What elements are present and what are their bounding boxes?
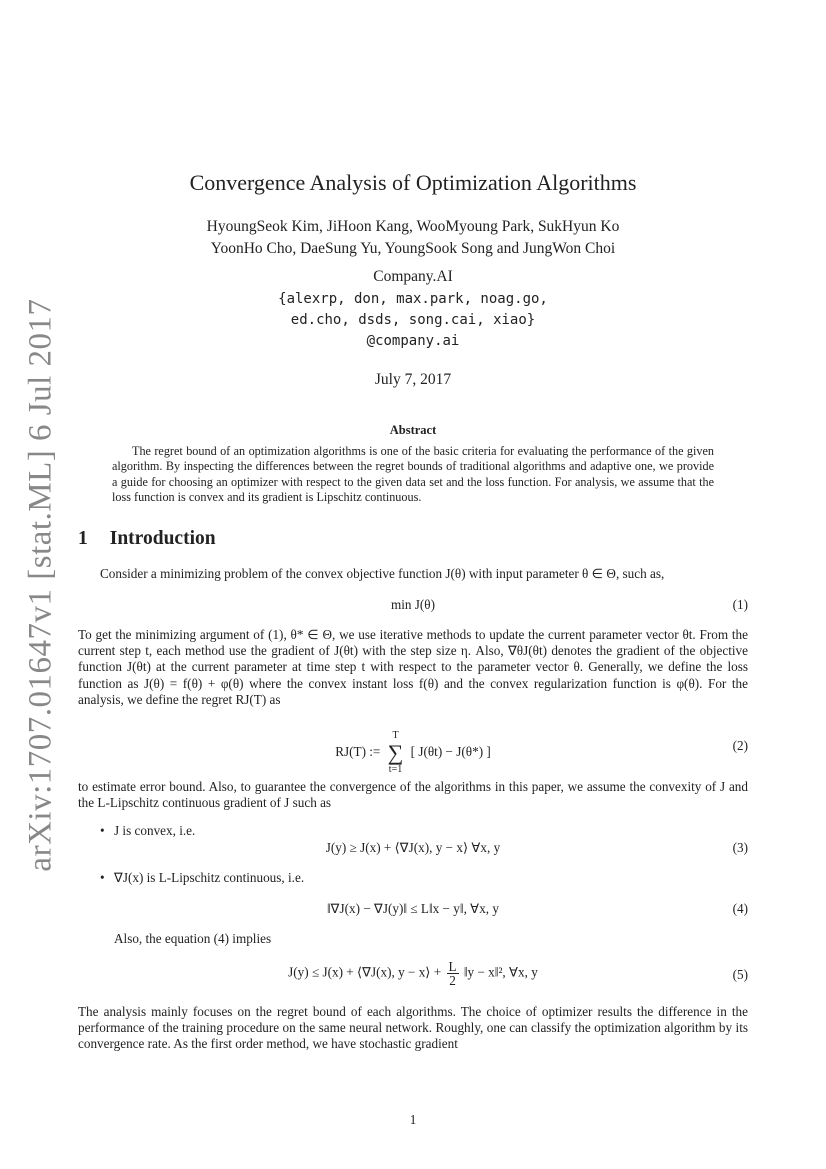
equation-2-rhs: [ J(θt) − J(θ*) ] [410,744,491,760]
section-title: Introduction [109,528,216,549]
authors-line-2: YoonHo Cho, DaeSung Yu, YoungSook Song and JungWon Choi [210,240,616,257]
sum-upper-limit: T [392,730,399,741]
paragraph-5: The analysis mainly focuses on the regret bound of each algorithms. The choice of optimizer results the difference in the performance of the training procedure on the same neural network. Roughly, one can classify the optimization algorithm by its convergence rate. As the first order method, we have stochastic gradient [78,1004,748,1052]
bullet-dot-icon: • [100,823,105,838]
paragraph-2: To get the minimizing argument of (1), θ* ∈ Θ, we use iterative methods to update the current parameter vector θt. From the current step t, each method use the gradient of J(θt) with the step size η. Also, ∇θJ(θt) denotes the gradient of the objective function J(θt) at the current parameter at time step t with respect to the parameter vector θ. Generally, we define the loss function as J(θ) = f(θ) + φ(θ) where the convex instant loss f(θ) and the convex regularization function is φ(θ). For the analysis, we define the regret RJ(T) as [78,627,748,707]
equation-2-number: (2) [732,738,748,753]
bullet-2-text: ∇J(x) is L-Lipschitz continuous, i.e. [114,870,305,885]
section-number: 1 [78,528,88,549]
paragraph-4: Also, the equation (4) implies [114,931,272,946]
bullet-dot-icon: • [100,870,105,885]
bullet-1-text: J is convex, i.e. [114,823,196,838]
sum-symbol: ∑ [387,740,404,765]
emails-line-2: ed.cho, dsds, song.cai, xiao} [290,312,536,328]
equation-4-body: ‖∇J(x) − ∇J(y)‖ ≤ L‖x − y‖, ∀x, y [326,901,499,916]
section-heading [78,528,216,550]
equation-5 [78,955,748,995]
sum-lower-limit: t=1 [388,764,403,775]
equation-2-sum [388,730,404,776]
equation-1-body: min J(θ) [390,597,436,612]
fraction-numerator: L [448,959,457,974]
equation-4 [78,901,748,919]
author-list [0,216,826,260]
arxiv-id: arXiv:1707.01647v1 [stat.ML] 6 Jul 2017 [22,298,59,872]
arxiv-sidebar-stamp [20,298,62,872]
paragraph-3: to estimate error bound. Also, to guarantee the convergence of the algorithms in this paper, we assume the convexity of J and the L-Lipschitz continuous gradient of J such as [78,779,748,811]
equation-1 [78,597,748,615]
equation-2 [78,722,748,775]
page-number: 1 [409,1112,417,1127]
equation-5-number: (5) [732,967,748,982]
fraction-denominator: 2 [449,973,456,988]
abstract-heading: Abstract [389,423,437,437]
affiliation: Company.AI [373,268,453,285]
emails-line-1: {alexrp, don, max.park, noag.go, [278,291,548,307]
bullet-item-1 [100,823,195,839]
equation-1-number: (1) [732,597,748,612]
equation-5-left: J(y) ≤ J(x) + ⟨∇J(x), y − x⟩ + [288,964,442,980]
paper-date: July 7, 2017 [374,371,452,388]
emails-line-3: @company.ai [366,333,460,349]
email-list [0,289,826,352]
equation-4-number: (4) [732,901,748,916]
paragraph-1: Consider a minimizing problem of the convex objective function J(θ) with input parameter θ ∈ Θ, such as, [100,566,665,581]
bullet-item-2 [100,870,304,886]
equation-5-right: ‖y − x‖², ∀x, y [463,964,538,980]
equation-3 [78,840,748,858]
abstract-text: The regret bound of an optimization algorithms is one of the basic criteria for evaluating the performance of the given algorithm. By inspecting the differences between the regret bounds of traditional algorithms and adaptive one, we provide a guide for choosing an optimizer with respect to the given data set and the loss function. For analysis, we assume that the loss function is convex and its gradient is Lipschitz continuous. [112,444,714,504]
equation-3-number: (3) [732,840,748,855]
equation-3-body: J(y) ≥ J(x) + ⟨∇J(x), y − x⟩ ∀x, y [325,840,501,855]
authors-line-1: HyoungSeok Kim, JiHoon Kang, WooMyoung Park, SukHyun Ko [206,218,620,235]
equation-5-fraction [447,960,459,987]
equation-2-lhs: RJ(T) := [335,744,381,760]
paper-title: Convergence Analysis of Optimization Algorithms [189,170,637,195]
